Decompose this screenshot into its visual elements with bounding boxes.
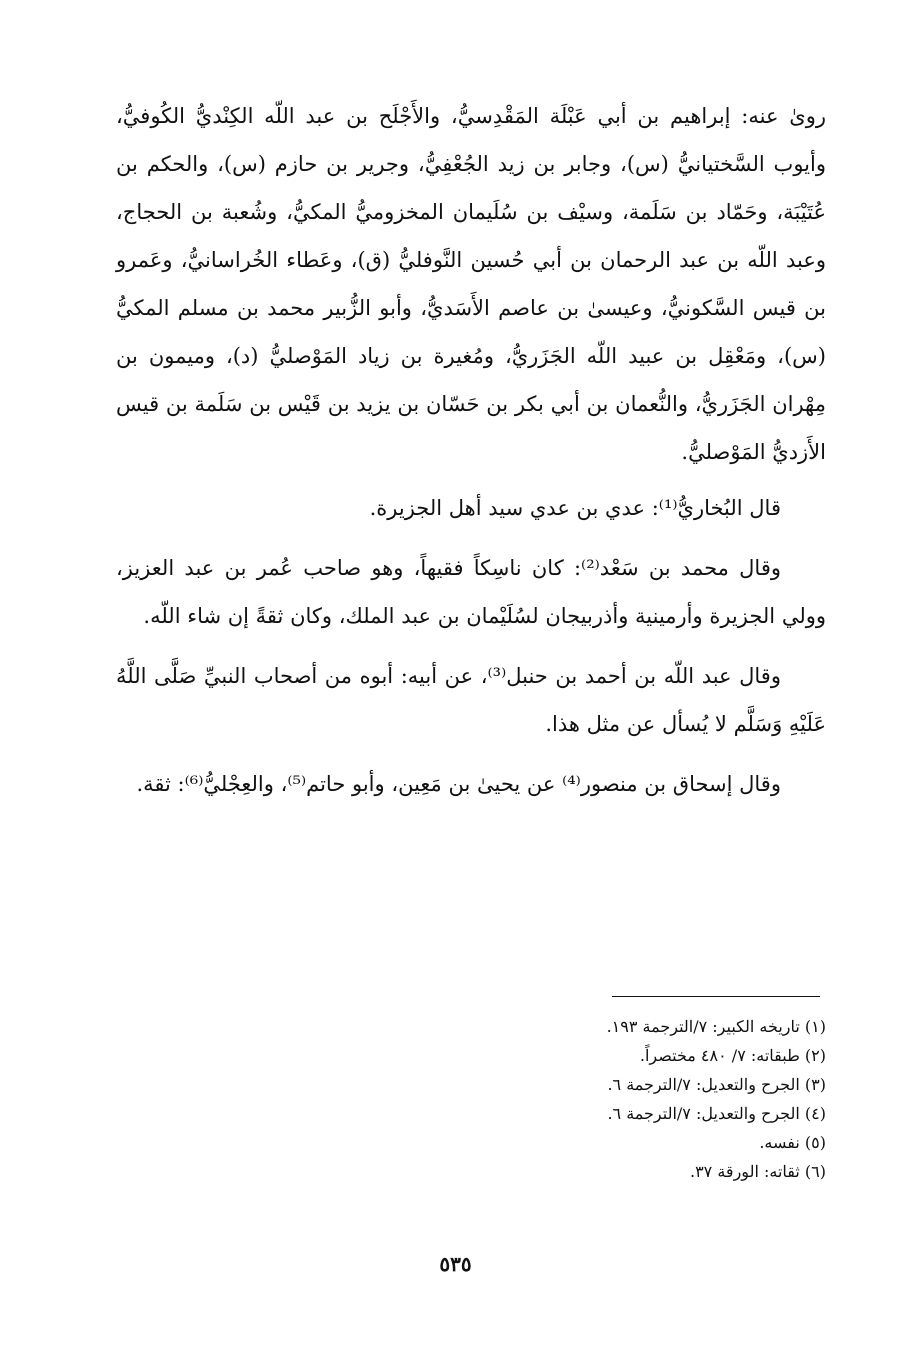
footnotes <box>360 1012 826 1186</box>
main-text <box>116 92 826 808</box>
bukhari-paragraph: قال البُخاريُّ⁽¹⁾: عدي بن عدي سيد أهل الجزيرة. <box>369 496 781 520</box>
footnote-item: (٦) ثقاته: الورقة ٣٧. <box>689 1162 826 1181</box>
footnote-item: (١) تاريخه الكبير: ٧/الترجمة ١٩٣. <box>606 1017 826 1036</box>
footnote-item: (٣) الجرح والتعديل: ٧/الترجمة ٦. <box>607 1075 826 1094</box>
page-number: ٥٣٥ <box>439 1252 472 1276</box>
footnote-divider <box>612 996 820 997</box>
footnote-item: (٢) طبقاته: ٧/ ٤٨٠ مختصراً. <box>639 1046 826 1065</box>
ahmad-paragraph: وقال عبد اللّه بن أحمد بن حنبل⁽³⁾، عن أبيه: أبوه من أصحاب النبيِّ صَلَّى اللَّهُ عَلَيْهِ وَسَلَّم لا يُسأل عن مثل هذا. <box>116 664 826 736</box>
ishaq-paragraph: وقال إسحاق بن منصور⁽⁴⁾ عن يحيىٰ بن مَعِين، وأبو حاتم⁽⁵⁾، والعِجْليُّ⁽⁶⁾: ثقة. <box>136 772 781 796</box>
footnote-item: (٥) نفسه. <box>759 1133 826 1152</box>
footnote-item: (٤) الجرح والتعديل: ٧/الترجمة ٦. <box>607 1104 826 1123</box>
narrators-paragraph: رویٰ عنه: إبراهيم بن أبي عَبْلَة المَقْدِسيُّ، والأَجْلَح بن عبد اللّه الكِنْديُّ الكُوفيُّ، وأيوب السَّختيانيُّ (س)، وجابر بن زيد الجُعْفِيُّ، وجرير بن حازم (س)، والحكم بن عُتَيْبَة، وحَمّاد بن سَلَمة، وسيْف بن سُلَيمان المخزوميُّ المكيُّ، وشُعبة بن الحجاج، وعبد اللّه بن عبد الرحمان بن أبي حُسين النَّوفليُّ (ق)، وعَطاء الخُراسانيُّ، وعَمرو بن قيس السَّكونيُّ، وعيسیٰ بن عاصم الأَسَديُّ، وأبو الزُّبير محمد بن مسلم المكيُّ (س)، ومَعْقِل بن عبيد اللّه الجَزَريُّ، ومُغيرة بن زياد المَوْصليُّ (د)، وميمون بن مِهْران الجَزَريُّ، والنُّعمان بن أبي بكر بن حَسّان بن يزيد بن قَيْس بن سَلَمة بن قيس الأَزديُّ المَوْصليُّ. <box>116 104 826 464</box>
ibn-sad-paragraph: وقال محمد بن سَعْد⁽²⁾: كان ناسِكاً فقيهاً، وهو صاحب عُمر بن عبد العزيز، وولي الجزيرة وأرمينية وأذربيجان لسُلَيْمان بن عبد الملك، وكان ثقةً إن شاء اللّه. <box>116 556 826 628</box>
